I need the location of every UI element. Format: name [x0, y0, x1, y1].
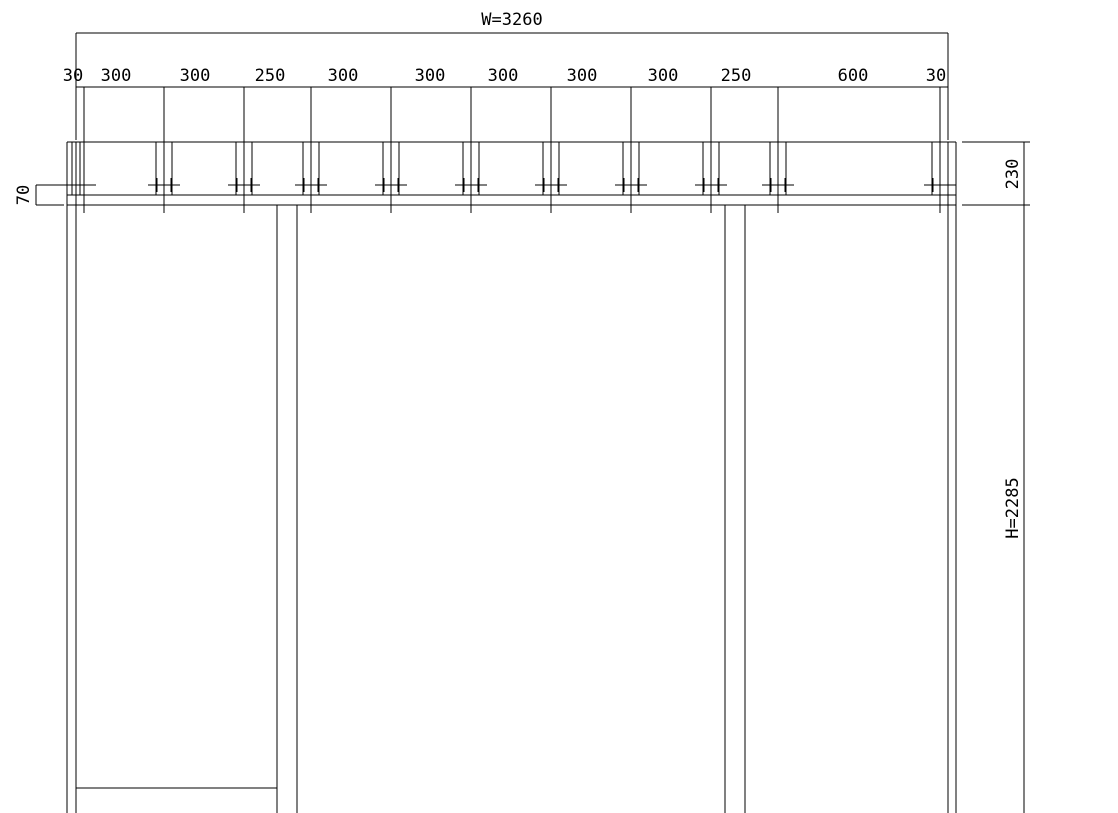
module-label: 300 — [647, 66, 679, 86]
rafter-section — [228, 142, 260, 195]
rafter-section — [924, 142, 956, 195]
rafter-section — [375, 142, 407, 195]
rafter-section — [295, 142, 327, 195]
rafter-sections — [64, 142, 956, 195]
side-offset-dimension — [14, 185, 64, 205]
module-label: 30 — [62, 66, 84, 86]
module-label: 300 — [100, 66, 132, 86]
module-dimension-chain — [63, 66, 948, 213]
rafter-section — [455, 142, 487, 195]
module-label: 30 — [925, 66, 947, 86]
module-label: 250 — [720, 66, 752, 86]
top-fascia — [67, 142, 956, 205]
module-label: 250 — [254, 66, 286, 86]
rafter-section — [615, 142, 647, 195]
module-label: 300 — [179, 66, 211, 86]
side-offset-label: 70 — [14, 184, 34, 206]
middle-post-left — [277, 205, 297, 813]
right-post — [948, 142, 956, 813]
module-label: 300 — [566, 66, 598, 86]
rafter-section — [695, 142, 727, 195]
fascia-height-label: 230 — [1003, 158, 1023, 190]
rafter-section — [148, 142, 180, 195]
left-post — [67, 142, 76, 813]
overall-width-label: W=3260 — [481, 10, 543, 30]
middle-post-right — [725, 205, 745, 813]
module-label: 300 — [414, 66, 446, 86]
module-label: 600 — [837, 66, 869, 86]
overall-height-label: H=2285 — [1003, 477, 1023, 539]
rafter-section — [535, 142, 567, 195]
module-label: 300 — [327, 66, 359, 86]
rafter-section — [762, 142, 794, 195]
rafter-section — [64, 142, 96, 195]
module-label: 300 — [487, 66, 519, 86]
